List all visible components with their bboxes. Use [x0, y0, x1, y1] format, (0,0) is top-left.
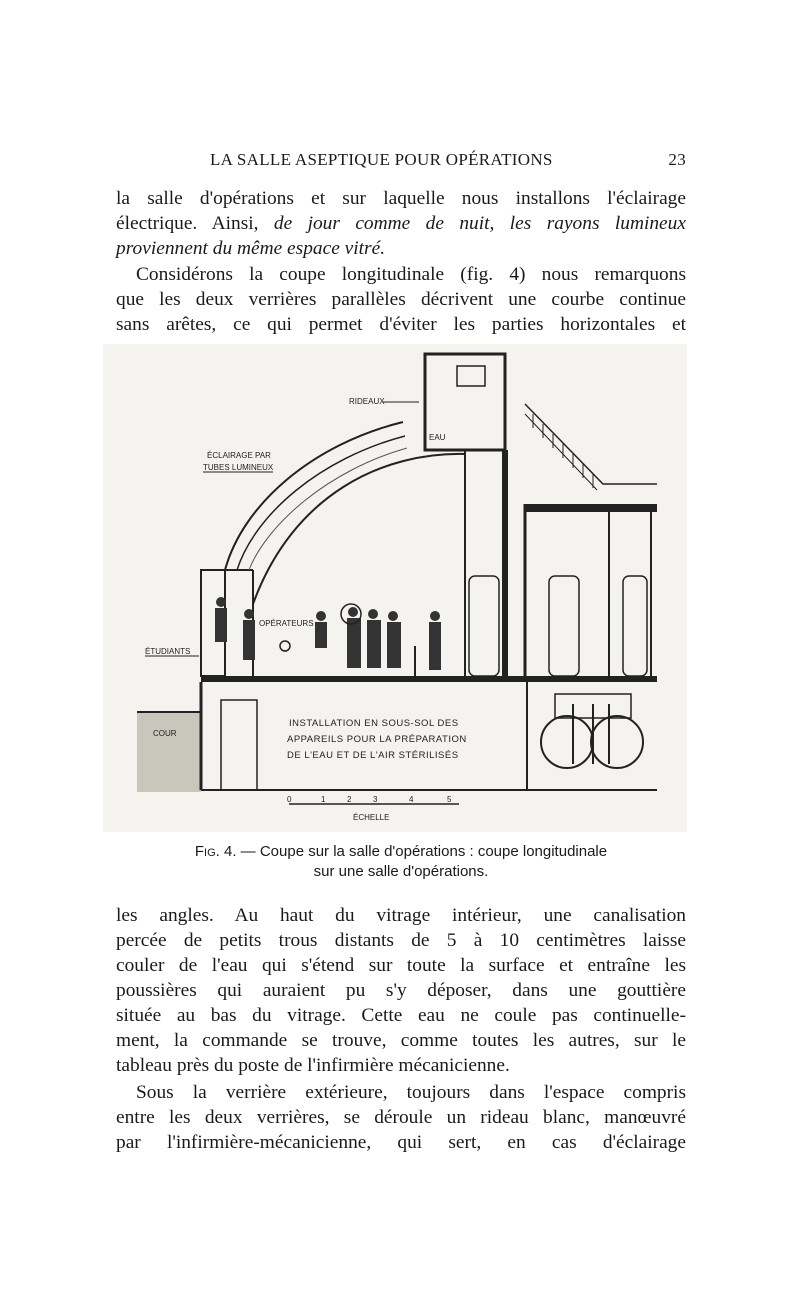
text-line: couler de l'eau qui s'étend sur toute la surface et entraîne les — [116, 955, 686, 976]
staircase — [525, 404, 657, 484]
text-line: proviennent du même espace vitré. — [116, 238, 386, 259]
paragraph-4 — [116, 1080, 686, 1155]
label-installation-1: INSTALLATION EN SOUS-SOL DES — [289, 718, 459, 729]
text-line: Sous la verrière extérieure, toujours dans l'espace compris — [136, 1082, 686, 1103]
paragraph-2 — [116, 262, 686, 337]
paragraph-3 — [116, 903, 686, 1078]
caption-line-2: sur une salle d'opérations. — [313, 863, 489, 880]
label-rideaux: RIDEAUX — [349, 397, 385, 406]
sterilization-boilers — [541, 694, 643, 768]
scale-tick: 5 — [447, 795, 452, 804]
text-line: entre les deux verrières, se déroule un rideau blanc, manœuvré — [116, 1107, 686, 1128]
label-cour: COUR — [153, 729, 177, 738]
caption-line-1: Fig. 4. — Coupe sur la salle d'opérations : coupe longitudinale — [194, 843, 608, 860]
text-line: ment, la commande se trouve, comme toutes les autres, sur le — [116, 1030, 686, 1051]
text-line: sans arêtes, ce qui permet d'éviter les parties horizontales et — [116, 314, 686, 335]
operating-room-section-diagram — [103, 344, 687, 832]
operators-group — [215, 597, 441, 670]
label-eclairage-1: ÉCLAIRAGE PAR — [207, 451, 271, 460]
running-header — [116, 150, 686, 174]
text-line: électrique. Ainsi, de jour comme de nuit, les rayons lumineux — [116, 213, 686, 234]
figure-caption — [116, 842, 686, 882]
label-operateurs: OPÉRATEURS — [259, 619, 314, 628]
text-line: que les deux verrières parallèles décrivent une courbe continue — [116, 289, 686, 310]
text-line: les angles. Au haut du vitrage intérieur, une canalisation — [116, 905, 686, 926]
courtyard-ground — [137, 712, 201, 792]
figure-4-section-drawing — [103, 344, 687, 832]
text-line: poussières qui auraient pu s'y déposer, dans une gouttière — [116, 980, 686, 1001]
scale-tick: 0 — [287, 795, 292, 804]
scale-tick: 4 — [409, 795, 414, 804]
window — [469, 576, 499, 676]
label-eau: EAU — [429, 433, 446, 442]
label-etudiants: ÉTUDIANTS — [145, 647, 191, 656]
label-installation-2: APPAREILS POUR LA PRÉPARATION — [287, 734, 467, 745]
label-eclairage-2: TUBES LUMINEUX — [203, 463, 274, 472]
floor-slab — [201, 676, 657, 682]
text-line: tableau près du poste de l'infirmière mécanicienne. — [116, 1055, 510, 1076]
text-line: la salle d'opérations et sur laquelle nous installons l'éclairage — [116, 188, 686, 209]
window — [623, 576, 647, 676]
scale-tick: 2 — [347, 795, 352, 804]
text-line: Considérons la coupe longitudinale (fig. 4) nous remarquons — [136, 264, 686, 285]
text-line: par l'infirmière-mécanicienne, qui sert, en cas d'éclairage — [116, 1132, 686, 1153]
text-line: située au bas du vitrage. Cette eau ne coule pas continuelle- — [116, 1005, 686, 1026]
label-echelle: ÉCHELLE — [353, 813, 390, 822]
window — [549, 576, 579, 676]
running-title: LA SALLE ASEPTIQUE POUR OPÉRATIONS — [210, 150, 553, 169]
text-line: percée de petits trous distants de 5 à 10 centimètres laisse — [116, 930, 686, 951]
scale-tick: 3 — [373, 795, 378, 804]
scale-tick: 1 — [321, 795, 326, 804]
page-number: 23 — [668, 150, 686, 169]
basement-door — [221, 700, 257, 790]
label-installation-3: DE L'EAU ET DE L'AIR STÉRILISÉS — [287, 750, 459, 761]
paragraph-1 — [116, 186, 686, 261]
figure-number: Fig. 4. — [194, 843, 237, 860]
